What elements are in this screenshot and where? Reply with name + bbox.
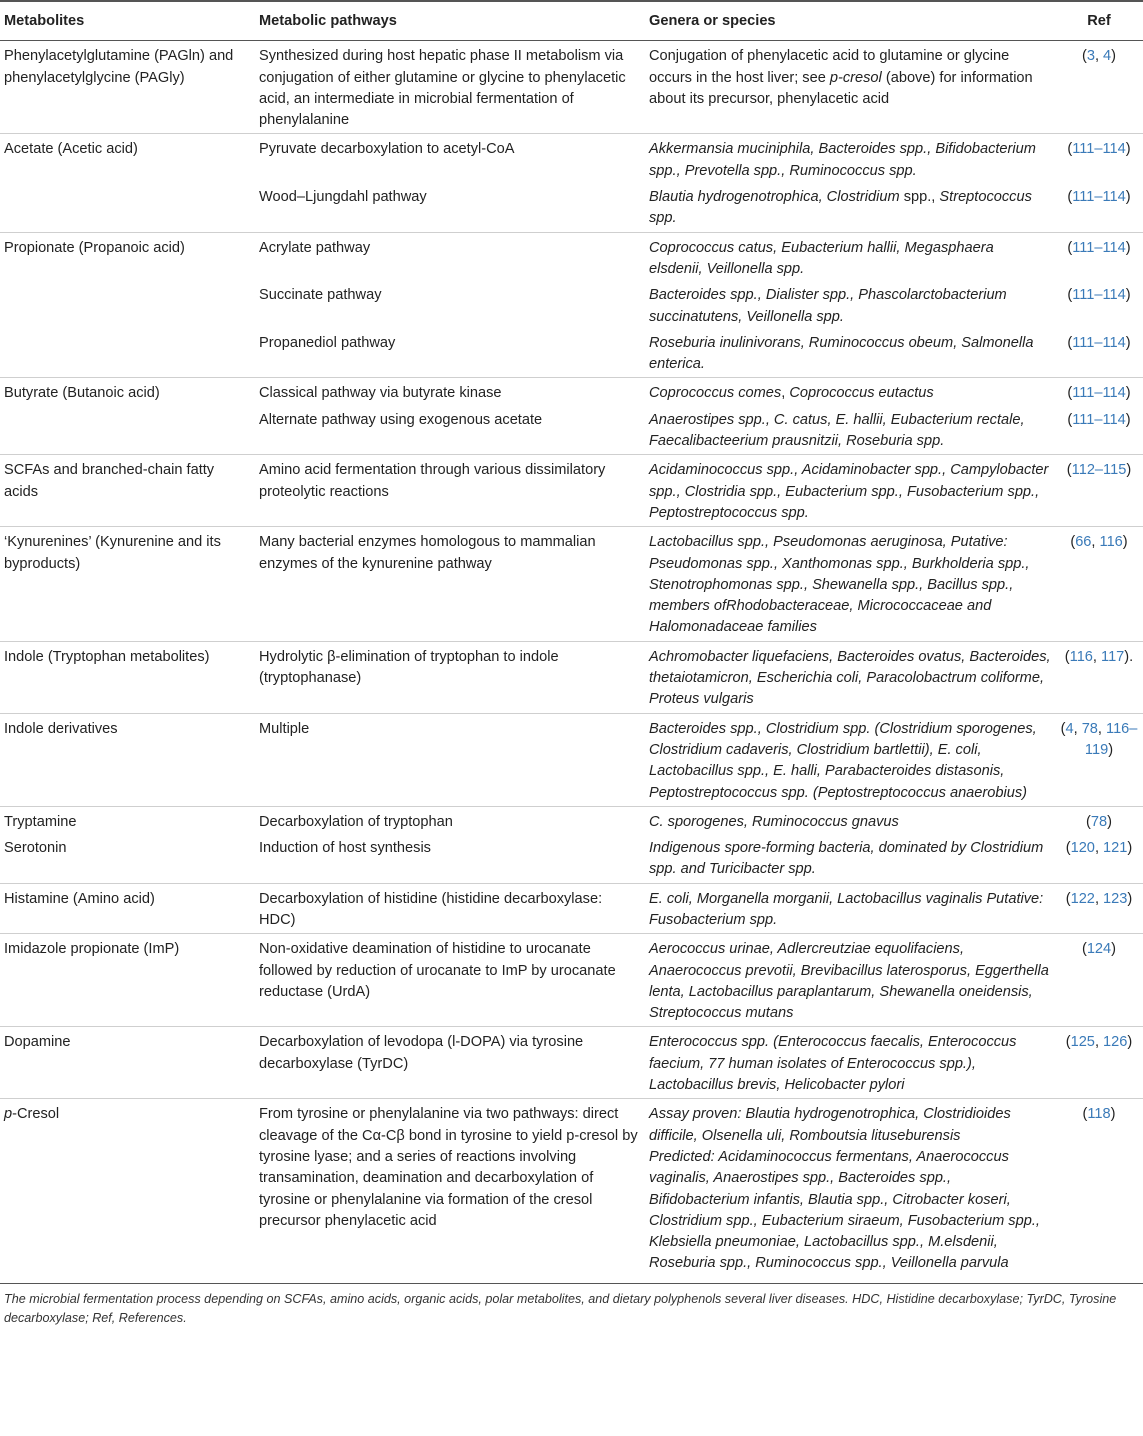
ref-link[interactable]: 123 [1103,890,1128,907]
ref-paren: ). [1124,648,1134,665]
ref-paren: ( [1067,141,1073,158]
table-row [0,1099,1143,1283]
ref-paren: ( [1067,385,1073,402]
pathway-cell: Decarboxylation of tryptophan [255,806,645,835]
ref-cell [1055,641,1143,713]
ref-paren: ) [1125,239,1131,256]
table-row [0,282,1143,330]
metabolite-cell: Indole derivatives [0,713,255,806]
table-row [0,407,1143,455]
pathway-cell: Decarboxylation of histidine (histidine decarboxylase: HDC) [255,883,645,934]
ref-link[interactable]: 125 [1070,1034,1095,1051]
pathway-cell: Succinate pathway [259,287,382,304]
ref-link[interactable]: 118 [1087,1106,1111,1123]
metabolite-cell [0,1099,255,1283]
ref-cell [1055,835,1143,883]
metabolite-cell: ‘Kynurenines’ (Kynurenine and its byproducts) [0,527,255,641]
species-cell: E. coli, Morganella morganii, Lactobacillus vaginalis Putative: Fusobacterium spp. [645,883,1055,934]
species-cell: Achromobacter liquefaciens, Bacteroides ovatus, Bacteroides, thetaiotamicron, Escherichia coli, Paracolobactrum coliforme, Proteus vulgaris [645,641,1055,713]
species-cell: C. sporogenes, Ruminococcus gnavus [645,806,1055,835]
ref-link[interactable]: 111–114 [1072,411,1126,428]
ref-paren: ) [1125,334,1131,351]
header-ref: Ref [1055,1,1143,41]
table-footnote: The microbial fermentation process depending on SCFAs, amino acids, organic acids, polar metabolites, and dietary polyphenols several liver diseases. HDC, Histidine decarboxylase; TyrDC, Tyrosine decarboxylase; Ref, References. [0,1283,1143,1328]
species-cell: Akkermansia muciniphila, Bacteroides spp., Bifidobacterium spp., Prevotella spp., Ruminococcus spp. [645,134,1055,184]
ref-cell [1055,134,1143,184]
metabolite-cell: Imidazole propionate (ImP) [0,934,255,1027]
species-emphasis: Streptococcus spp. [649,189,1032,227]
ref-link[interactable]: 116 [1099,534,1123,551]
species-emphasis: Coprococcus comes [649,385,782,402]
metabolite-cell: SCFAs and branched-chain fatty acids [0,455,255,527]
ref-paren: ) [1107,813,1112,830]
ref-paren: ) [1127,840,1133,857]
ref-link[interactable]: 111–114 [1072,141,1126,158]
species-emphasis: p-cresol [829,69,882,86]
pathway-cell: From tyrosine or phenylalanine via two pathways: direct cleavage of the Cα-Cβ bond in tyrosine to yield p-cresol by tyrosine lyase; and a series of reactions involving transamination, deamination and decarboxylation of tyrosine or phenylalanine via formation of the cresol precursor phenylacetic acid [255,1099,645,1283]
table-row [0,232,1143,282]
ref-paren: ( [1065,890,1071,907]
metabolite-cell [0,184,255,232]
species-cell: Indigenous spore-forming bacteria, dominated by Clostridium spp. and Turicibacter spp. [649,840,1044,878]
ref-paren: ) [1127,1034,1133,1051]
species-cell: Anaerostipes spp., C. catus, E. hallii, Eubacterium rectale, Faecalibacteerium prausnitzii, Roseburia spp. [649,411,1025,450]
species-emphasis: Coprococcus eutactus [789,385,934,402]
ref-cell [1055,232,1143,282]
ref-cell [1055,1099,1143,1283]
header-species: Genera or species [645,1,1055,41]
ref-link[interactable]: 111–114 [1072,385,1126,402]
table-row [0,1027,1143,1099]
ref-paren: ) [1127,890,1133,907]
ref-sep: , [1094,890,1104,907]
header-metabolites: Metabolites [0,1,255,41]
table-row [0,455,1143,527]
pathway-cell: Hydrolytic β-elimination of tryptophan to indole (tryptophanase) [255,641,645,713]
ref-link[interactable]: 4 [1065,720,1074,737]
pathway-cell: Decarboxylation of levodopa (l-DOPA) via tyrosine decarboxylase (TyrDC) [255,1027,645,1099]
ref-cell [1055,1027,1143,1099]
ref-cell [1055,330,1143,378]
ref-cell [1055,527,1143,641]
metabolite-cell: Butyrate (Butanoic acid) [0,378,255,407]
ref-paren: ) [1125,189,1131,206]
species-cell: Acidaminococcus spp., Acidaminobacter spp., Campylobacter spp., Clostridia spp., Eubacterium spp., Fusobacterium spp., Peptostreptococcus spp. [645,455,1055,527]
ref-paren: ) [1111,941,1117,958]
ref-paren: ( [1067,287,1073,304]
ref-cell [1055,378,1143,407]
metabolite-cell: Histamine (Amino acid) [0,883,255,934]
pathway-cell: Wood–Ljungdahl pathway [259,189,427,206]
species-emphasis: Blautia hydrogenotrophica, Clostridium [649,189,904,206]
ref-paren: ) [1125,141,1131,158]
ref-paren: ) [1125,385,1131,402]
pathway-cell: Many bacterial enzymes homologous to mammalian enzymes of the kynurenine pathway [255,527,645,641]
ref-link[interactable]: 117 [1101,648,1125,665]
ref-link[interactable]: 78 [1081,720,1098,737]
table-row [0,378,1143,407]
species-cell: Bacteroides spp., Dialister spp., Phascolarctobacterium succinatutens, Veillonella spp. [649,287,1007,325]
ref-cell [1055,41,1143,134]
metabolite-cell: Indole (Tryptophan metabolites) [0,641,255,713]
metabolite-emphasis: p [4,1106,13,1123]
metabolite-cell [0,282,255,330]
ref-paren: ( [1065,1034,1071,1051]
metabolite-cell: Propionate (Propanoic acid) [0,232,255,282]
ref-paren: ( [1070,534,1076,551]
pathway-cell: Induction of host synthesis [259,840,431,857]
ref-cell [1055,282,1143,330]
table-row [0,330,1143,378]
table-row [0,134,1143,184]
ref-link[interactable]: 111–114 [1072,334,1126,351]
ref-link[interactable]: 121 [1103,840,1128,857]
ref-paren: ) [1126,462,1132,479]
ref-paren: ( [1081,48,1087,65]
ref-cell [1055,883,1143,934]
species-cell: Coprococcus catus, Eubacterium hallii, Megasphaera elsdenii, Veillonella spp. [645,232,1055,282]
ref-link[interactable]: 116–119 [1084,720,1138,758]
pathway-cell: Multiple [255,713,645,806]
table-row [0,527,1143,641]
ref-link[interactable]: 111–114 [1072,239,1126,256]
ref-link[interactable]: 124 [1086,941,1112,958]
table-row [0,41,1143,134]
table-row [0,934,1143,1027]
ref-cell [1055,407,1143,455]
ref-cell [1055,184,1143,232]
ref-paren: ( [1064,648,1070,665]
ref-paren: ( [1082,1106,1088,1123]
ref-sep: , [1094,840,1104,857]
species-cell: Roseburia inulinivorans, Ruminococcus obeum, Salmonella enterica. [649,334,1034,373]
ref-cell [1055,934,1143,1027]
species-cell: Bacteroides spp., Clostridium spp. (Clostridium sporogenes, Clostridium cadaveris, Clostridium bartlettii), E. coli, Lactobacillus spp., E. halli, Parabacteroides distasonis, Peptostreptococcus spp. (Peptostreptococcus anaerobius) [645,713,1055,806]
ref-link[interactable]: 66 [1075,534,1092,551]
ref-link[interactable]: 122 [1070,890,1095,907]
ref-cell [1055,455,1143,527]
ref-link[interactable]: 78 [1090,813,1108,830]
ref-link[interactable]: 116 [1069,648,1093,665]
species-text: , [781,385,790,402]
ref-sep: , [1094,1034,1104,1051]
ref-paren: ( [1067,189,1073,206]
table-row [0,641,1143,713]
metabolite-cell: Acetate (Acetic acid) [0,134,255,184]
species-text: Conjugation of phenylacetic acid to glutamine or glycine occurs in the host liver; see [649,48,1010,86]
table-row [0,883,1143,934]
ref-paren: ) [1108,741,1114,758]
ref-cell [1055,806,1143,835]
metabolite-cell [0,330,255,378]
species-predicted: Predicted: Acidaminococcus fermentans, Anaerococcus vaginalis, Anaerostipes spp., Bacteroides spp., Bifidobacterium infantis, Blautia spp., Citrobacter koseri, Clostridium spp., Eubacterium siraeum, Fusobacterium spp., Klebsiella pneumoniae, Lactobacillus spp., M.elsdenii, Roseburia spp., Ruminococcus spp., Veillonella parvula [649,1148,1040,1272]
ref-link[interactable]: 111–114 [1072,189,1126,206]
metabolite-cell: Serotonin [4,840,67,857]
table-row [0,806,1143,835]
pathway-cell: Pyruvate decarboxylation to acetyl-CoA [255,134,645,184]
ref-paren: ( [1081,941,1087,958]
ref-sep: , [1092,648,1102,665]
pathway-cell: Amino acid fermentation through various dissimilatory proteolytic reactions [255,455,645,527]
ref-paren: ) [1110,1106,1116,1123]
pathway-cell: Classical pathway via butyrate kinase [255,378,645,407]
ref-sep: , [1073,720,1082,737]
metabolite-cell: Phenylacetylglutamine (PAGln) and phenylacetylglycine (PAGly) [0,41,255,134]
ref-paren: ) [1122,534,1128,551]
ref-paren: ( [1066,462,1072,479]
table-row [0,835,1143,883]
pathway-cell: Non-oxidative deamination of histidine to urocanate followed by reduction of urocanate to ImP by urocanate reductase (UrdA) [255,934,645,1027]
table-row [0,184,1143,232]
pathway-cell: Alternate pathway using exogenous acetate [259,411,543,428]
species-text: (above) for information about its precursor, phenylacetic acid [649,69,1033,107]
ref-sep: , [1097,720,1107,737]
species-cell [645,1099,1055,1283]
ref-link[interactable]: 120 [1070,840,1095,857]
species-cell: Lactobacillus spp., Pseudomonas aeruginosa, Putative: Pseudomonas spp., Xanthomonas spp., Burkholderia spp., Stenotrophomonas spp., Shewanella spp., Bacillus spp., members ofRhodobacteraceae, Micrococcaceae and Halomonadaceae families [645,527,1055,641]
ref-link[interactable]: 3 [1086,48,1095,65]
species-cell [645,378,1055,407]
species-cell [645,184,1055,232]
ref-paren: ) [1125,287,1131,304]
pathway-cell: Synthesized during host hepatic phase II metabolism via conjugation of either glutamine or glycine to phenylacetic acid, an intermediate in microbial fermentation of phenylalanine [255,41,645,134]
header-pathways: Metabolic pathways [255,1,645,41]
metabolite-cell: Tryptamine [0,806,255,835]
species-text: spp., [903,189,940,206]
ref-paren: ( [1086,813,1091,830]
ref-paren: ( [1067,334,1073,351]
ref-link[interactable]: 112–115 [1071,462,1127,479]
species-cell [645,41,1055,134]
species-cell: Enterococcus spp. (Enterococcus faecalis, Enterococcus faecium, 77 human isolates of Enterococcus spp.), Lactobacillus brevis, Helicobacter pylori [645,1027,1055,1099]
ref-paren: ( [1065,840,1071,857]
ref-paren: ) [1111,48,1117,65]
pathway-cell: Acrylate pathway [255,232,645,282]
ref-link[interactable]: 4 [1103,48,1112,65]
metabolite-text: -Cresol [12,1106,60,1123]
metabolite-cell: Dopamine [0,1027,255,1099]
metabolite-cell [0,407,255,455]
ref-paren: ( [1067,239,1073,256]
ref-link[interactable]: 126 [1103,1034,1128,1051]
ref-cell [1055,713,1143,806]
table-row [0,713,1143,806]
ref-link[interactable]: 111–114 [1072,287,1126,304]
pathway-cell: Propanediol pathway [259,334,396,351]
ref-paren: ( [1060,720,1066,737]
species-cell: Aerococcus urinae, Adlercreutziae equolifaciens, Anaerococcus prevotii, Brevibacillus laterosporus, Eggerthella lenta, Lactobacillus paraplantarum, Shewanella oneidensis, Streptococcus mutans [645,934,1055,1027]
ref-paren: ) [1125,411,1131,428]
species-assay-proven: Assay proven: Blautia hydrogenotrophica, Clostridioides difficile, Olsenella uli, Romboutsia lituseburensis [649,1106,1011,1144]
ref-sep: , [1094,48,1104,65]
ref-sep: , [1091,534,1100,551]
table-header-row [0,1,1143,41]
ref-paren: ( [1067,411,1073,428]
